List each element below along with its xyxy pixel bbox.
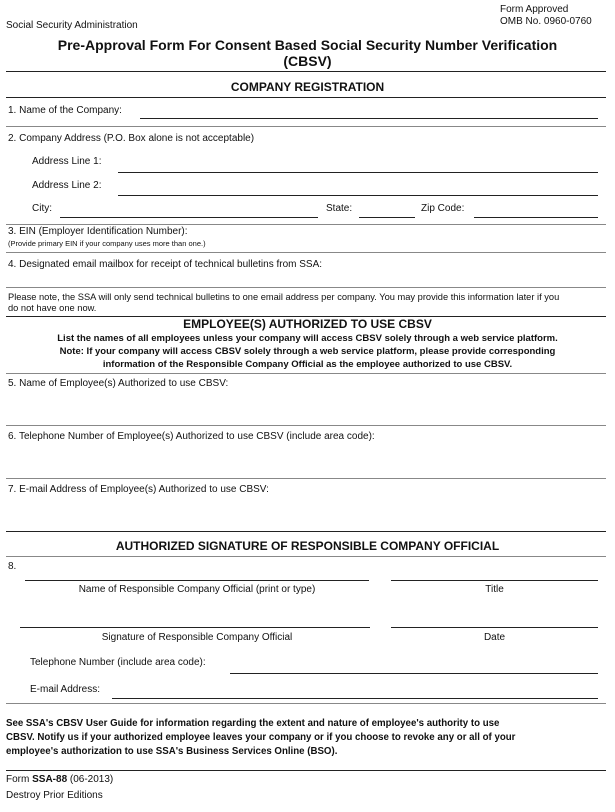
- email-note-line2: do not have one now.: [8, 303, 97, 313]
- agency-name: Social Security Administration: [6, 20, 138, 31]
- divider: [6, 71, 606, 72]
- q8-label: 8.: [8, 561, 17, 572]
- address2-field[interactable]: [118, 195, 598, 196]
- company-heading: COMPANY REGISTRATION: [230, 80, 385, 94]
- form-date: (06-2013): [67, 774, 114, 785]
- q3-label: 3. EIN (Employer Identification Number):: [8, 226, 188, 237]
- state-field[interactable]: [359, 217, 415, 218]
- signature-heading: AUTHORIZED SIGNATURE OF RESPONSIBLE COMPANY OFFICIAL: [115, 539, 500, 553]
- address1-field[interactable]: [118, 172, 598, 173]
- divider: [6, 531, 606, 532]
- divider: [6, 126, 606, 127]
- address2-label: Address Line 2:: [32, 180, 102, 191]
- form-approved: Form Approved: [500, 4, 569, 15]
- city-field[interactable]: [60, 217, 318, 218]
- page-title-line2: (CBSV): [283, 53, 332, 69]
- signature-label: Signature of Responsible Company Official: [101, 632, 293, 643]
- employees-instr1: List the names of all employees unless your company will access CBSV solely through a web service platform.: [57, 333, 558, 344]
- form-prefix: Form: [6, 774, 33, 785]
- employees-heading: EMPLOYEE(S) AUTHORIZED TO USE CBSV: [183, 317, 432, 331]
- title-field[interactable]: [391, 580, 598, 581]
- phone-field[interactable]: [230, 673, 598, 674]
- date-label: Date: [483, 632, 506, 643]
- form-id: SSA-88: [32, 774, 68, 785]
- employees-instr2: Note: If your company will access CBSV solely through a web service platform, please provide corresponding: [59, 346, 556, 357]
- divider: [6, 478, 606, 479]
- email-field[interactable]: [112, 698, 598, 699]
- employees-instr3: information of the Responsible Company Official as the employee authorized to use CBSV.: [102, 359, 513, 370]
- divider: [6, 97, 606, 98]
- footer-para-line2: CBSV. Notify us if your authorized employee leaves your company or if you choose to revoke any or all of your: [6, 732, 516, 743]
- q6-label: 6. Telephone Number of Employee(s) Authorized to use CBSV (include area code):: [8, 431, 375, 442]
- omb-number: OMB No. 0960-0760: [500, 16, 592, 27]
- divider: [6, 425, 606, 426]
- q1-label: 1. Name of the Company:: [8, 105, 122, 116]
- address1-label: Address Line 1:: [32, 156, 102, 167]
- official-name-label: Name of Responsible Company Official (print or type): [78, 584, 316, 595]
- divider: [6, 703, 606, 704]
- divider: [6, 770, 606, 771]
- city-label: City:: [32, 203, 52, 214]
- phone-label: Telephone Number (include area code):: [30, 657, 206, 668]
- email-label: E-mail Address:: [30, 684, 101, 695]
- q5-label: 5. Name of Employee(s) Authorized to use CBSV:: [8, 378, 229, 389]
- page-title: Pre-Approval Form For Consent Based Social Security Number Verification: [57, 37, 558, 53]
- q4-label: 4. Designated email mailbox for receipt of technical bulletins from SSA:: [8, 259, 323, 270]
- divider: [6, 373, 606, 374]
- email-note-line1: Please note, the SSA will only send technical bulletins to one email address per company. You may provide this information later if you: [8, 292, 560, 302]
- divider: [6, 252, 606, 253]
- state-label: State:: [326, 203, 353, 214]
- destroy-note: Destroy Prior Editions: [6, 790, 103, 801]
- q2-label: 2. Company Address (P.O. Box alone is not acceptable): [8, 133, 255, 144]
- company-name-field[interactable]: [140, 118, 598, 119]
- divider: [6, 224, 606, 225]
- form-number: [6, 774, 113, 786]
- signature-field[interactable]: [20, 627, 370, 628]
- divider: [6, 556, 606, 557]
- footer-para-line1: See SSA's CBSV User Guide for information regarding the extent and nature of employee's authority to use: [6, 718, 500, 729]
- date-field[interactable]: [391, 627, 598, 628]
- title-label: Title: [485, 584, 504, 595]
- zip-field[interactable]: [474, 217, 598, 218]
- footer-para-line3: employee's authorization to use SSA's Business Services Online (BSO).: [6, 746, 338, 757]
- zip-label: Zip Code:: [421, 203, 465, 214]
- official-name-field[interactable]: [25, 580, 369, 581]
- divider: [6, 287, 606, 288]
- q7-label: 7. E-mail Address of Employee(s) Authorized to use CBSV:: [8, 484, 269, 495]
- q3-note: (Provide primary EIN if your company uses more than one.): [8, 239, 206, 248]
